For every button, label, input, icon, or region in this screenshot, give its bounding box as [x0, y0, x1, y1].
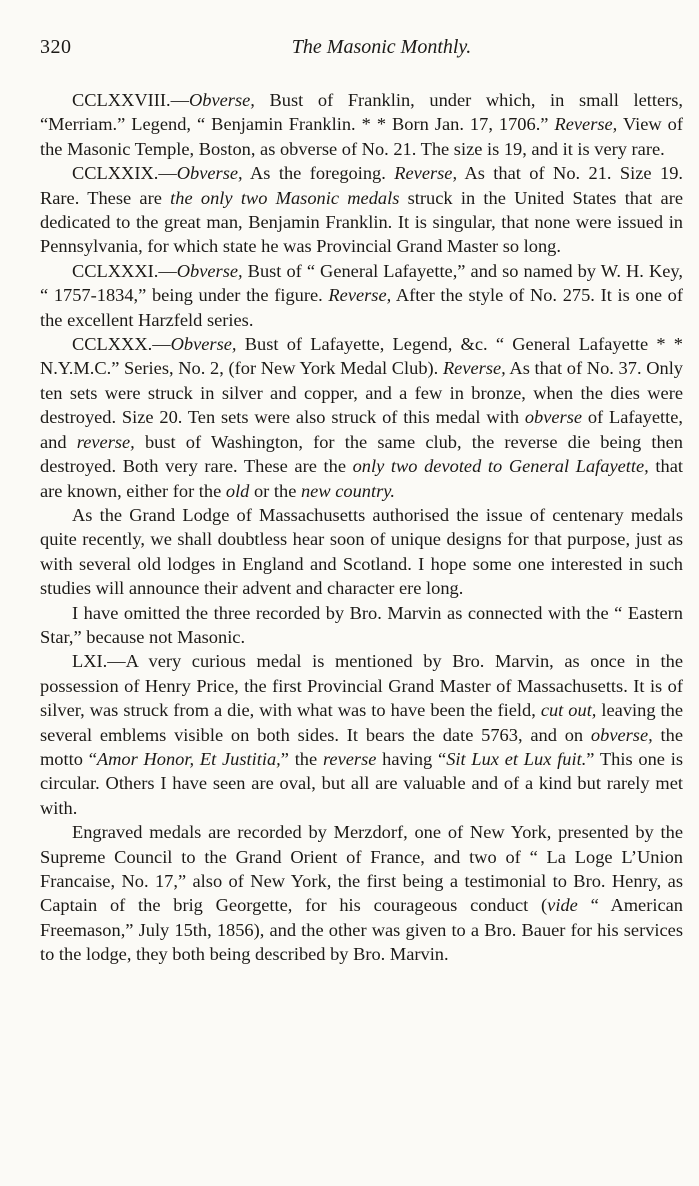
paragraph: [40, 332, 683, 503]
text-run: leaving the several emblems visible on both sides. It bears the date 5763, and on: [40, 700, 684, 745]
italic-text: Reverse,: [554, 114, 618, 135]
italic-text: reverse,: [76, 431, 135, 452]
text-run: —: [158, 163, 177, 184]
italic-text: obverse,: [590, 724, 653, 745]
paragraph: [40, 820, 683, 966]
text-run: As the foregoing.: [242, 163, 395, 184]
text-run: struck in the United States that are dedicated to the great man, Benjamin Franklin. It is singular, that none were issued in Pennsylvania, for which state he was Provincial Grand Master so long.: [40, 187, 683, 257]
text-run: ” This one is circular. Others I have seen are oval, but all are valuable and of a kind but rarely met with.: [40, 748, 683, 818]
text-run: Bust of “ General Lafayette,” and so named by W. H. Key, “ 1757-1834,” being under the figure.: [40, 260, 683, 306]
paragraph: [40, 88, 683, 161]
text-run: “ American Freemason,” July 15th, 1856), and the other was given to a Bro. Bauer for his services to the lodge, they both being described by Bro. Marvin.: [40, 895, 683, 965]
text-run: bust of Washington, for the same club, the reverse die being then destroyed. Both very rare. These are the: [40, 431, 683, 477]
page-header: [40, 36, 683, 66]
text-run: having “: [376, 748, 447, 769]
page-body: [40, 88, 683, 967]
paragraph: [40, 259, 683, 332]
italic-text: Reverse,: [328, 285, 392, 306]
entry-number: CCLXXIX.: [72, 163, 159, 184]
text-run: Bust of Franklin, under which, in small letters, “Merriam.” Legend, “ Benjamin Franklin. * * Born Jan. 17, 1706.”: [40, 90, 683, 135]
text-run: I have omitted the three recorded by Bro. Marvin as connected with the “ Eastern Star,” because not Masonic.: [40, 602, 683, 647]
text-run: —: [170, 90, 189, 110]
italic-text: only two devoted to General Lafayette,: [352, 456, 649, 477]
text-run: —: [152, 334, 171, 355]
italic-text: Obverse,: [176, 260, 243, 281]
italic-text: the only two Masonic medals: [170, 187, 400, 208]
italic-text: Sit Lux et Lux fuit.: [446, 748, 587, 769]
italic-text: Amor Honor, Et Justitia,: [96, 748, 281, 769]
entry-number: CCLXXXI.: [72, 260, 159, 281]
italic-text: reverse: [322, 748, 377, 769]
italic-text: Reverse,: [394, 163, 458, 184]
entry-number: LXI.: [72, 651, 108, 672]
italic-text: obverse: [524, 407, 583, 428]
text-run: of Lafayette, and: [40, 407, 683, 452]
text-run: or the: [249, 480, 301, 501]
text-run: —: [158, 260, 177, 281]
italic-text: vide: [547, 895, 578, 916]
italic-text: Obverse,: [170, 334, 237, 355]
italic-text: Reverse,: [442, 358, 506, 379]
text-run: ” the: [280, 748, 323, 769]
running-title: The Masonic Monthly.: [291, 36, 472, 58]
italic-text: cut out,: [540, 700, 597, 721]
text-run: —A very curious medal is mentioned by Bro. Marvin, as once in the possession of Henry Price, the first Provincial Grand Master of Massachusetts. It is of silver, was struck from a die, with what was to have been the field,: [40, 651, 683, 721]
paragraph: [40, 601, 683, 650]
text-run: that are known, either for the: [40, 456, 683, 501]
italic-text: Obverse,: [188, 90, 255, 110]
paragraph: [40, 649, 683, 820]
italic-text: Obverse,: [176, 163, 243, 184]
text-run: Engraved medals are recorded by Merzdorf, one of New York, presented by the Supreme Council to the Grand Orient of France, and two of “ La Loge L’Union Francaise, No. 17,” also of New York, the first being a testimonial to Bro. Henry, as Captain of the brig Georgette, for his courageous conduct (: [40, 822, 683, 916]
paragraph: [40, 503, 683, 601]
text-run: Bust of Lafayette, Legend, &c. “ General Lafayette * * N.Y.M.C.” Series, No. 2, (for New York Medal Club).: [40, 334, 683, 379]
text-run: As that of No. 21. Size 19. Rare. These are: [40, 163, 683, 208]
page-number: 320: [40, 36, 72, 58]
italic-text: new country.: [300, 480, 395, 501]
text-run: As that of No. 37. Only ten sets were struck in silver and copper, and a few in bronze, when the dies were destroyed. Size 20. Ten sets were also struck of this medal with: [40, 358, 684, 428]
text-run: the motto “: [40, 724, 683, 769]
italic-text: old: [225, 480, 250, 501]
paragraph: [40, 161, 683, 259]
text-run: After the style of No. 275. It is one of the excellent Harzfeld series.: [40, 285, 683, 330]
text-run: As the Grand Lodge of Massachusetts authorised the issue of centenary medals quite recently, we shall doubtless hear soon of unique designs for that purpose, just as with several old lodges in England and Scotland. I hope some one interested in such studies will announce their advent and character ere long.: [40, 504, 683, 599]
text-run: View of the Masonic Temple, Boston, as obverse of No. 21. The size is 19, and it is very rare.: [40, 114, 683, 159]
entry-number: CCLXXX.: [72, 334, 153, 355]
entry-number: CCLXXVIII.: [72, 90, 171, 110]
